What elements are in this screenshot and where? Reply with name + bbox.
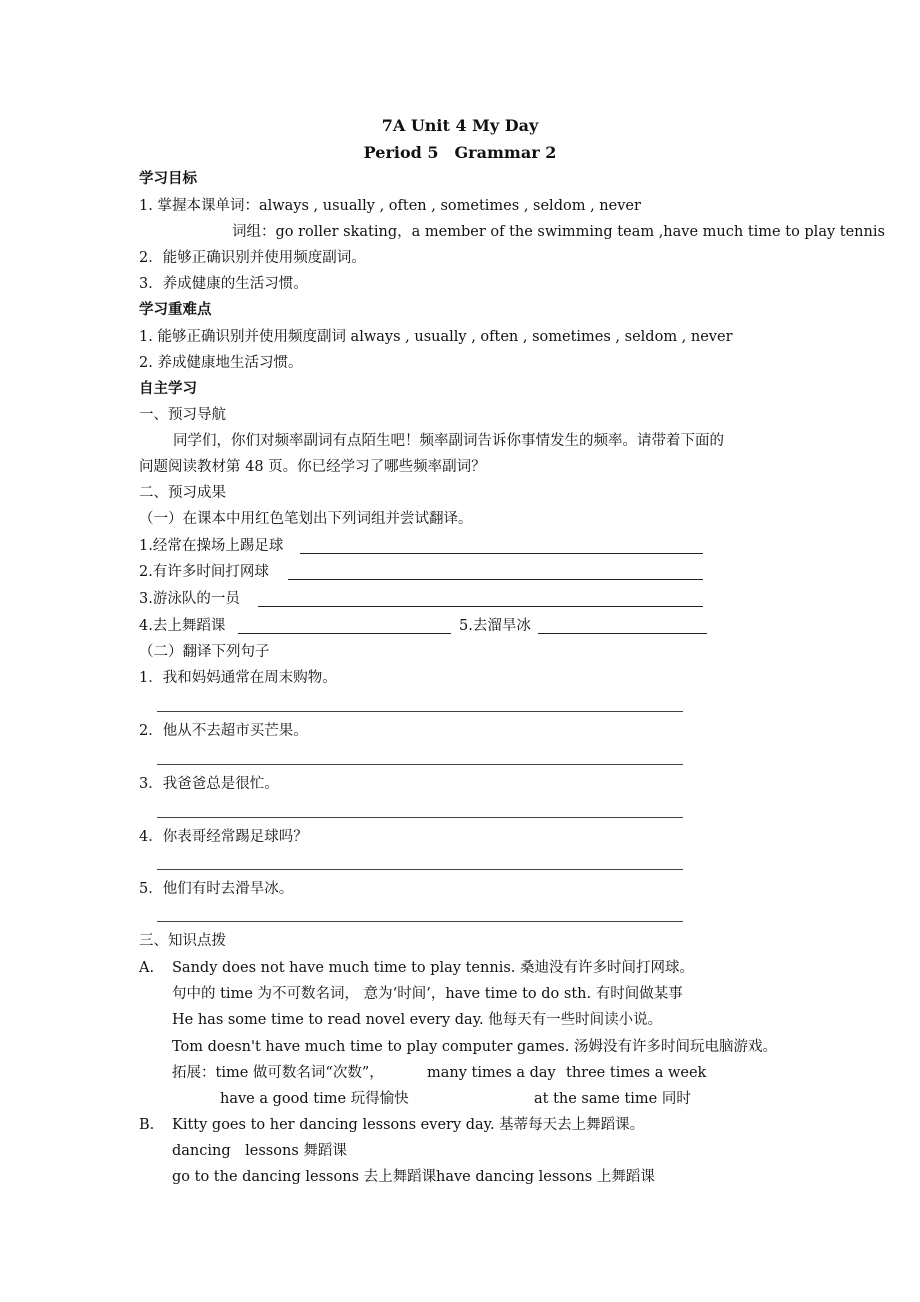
sentence-answer-line[interactable] <box>157 869 683 870</box>
point-a-line: Tom doesn't have much time to play computer games. 汤姆没有许多时间玩电脑游戏。 <box>172 1039 777 1055</box>
sentence-item: 1．我和妈妈通常在周末购物。 <box>139 670 337 686</box>
key-point-2: 2. 养成健康地生活习惯。 <box>139 355 303 371</box>
section-knowledge: 三、知识点拨 <box>139 933 226 949</box>
sentence-answer-line[interactable] <box>157 711 683 712</box>
subsection-phrases: （一）在课本中用红色笔划出下列词组并尝试翻译。 <box>139 511 473 527</box>
point-b-label: B. <box>139 1117 155 1133</box>
guide-paragraph-line-2: 问题阅读教材第 48 页。你已经学习了哪些频率副词？ <box>139 459 486 475</box>
phrase-item: 4.去上舞蹈课 <box>139 618 226 634</box>
sentence-answer-line[interactable] <box>157 817 683 818</box>
section-preview-results: 二、预习成果 <box>139 485 226 501</box>
sentence-item: 2．他从不去超市买芒果。 <box>139 723 308 739</box>
phrase-answer-blank[interactable] <box>238 633 451 634</box>
phrase-item: 3.游泳队的一员 <box>139 591 240 607</box>
phrase-answer-blank[interactable] <box>538 633 707 634</box>
sentence-item: 5．他们有时去滑旱冰。 <box>139 881 294 897</box>
extension-example: many times a day <box>427 1065 556 1081</box>
extension-example: have a good time 玩得愉快 <box>220 1091 409 1107</box>
phrase-item: 1.经常在操场上踢足球 <box>139 538 284 554</box>
phrase-item: 2.有许多时间打网球 <box>139 564 269 580</box>
phrase-item: 5.去溜旱冰 <box>459 618 531 634</box>
point-a-line: He has some time to read novel every day. 他每天有一些时间读小说。 <box>172 1012 663 1028</box>
objective-item-1-phrases: 词组：go roller skating，a member of the swimming team ,have much time to play tennis <box>232 224 885 240</box>
self-study-heading: 自主学习 <box>139 381 197 397</box>
point-a-line: 句中的 time 为不可数名词， 意为‘时间’，have time to do sth. 有时间做某事 <box>172 986 683 1002</box>
subsection-sentences: （二）翻译下列句子 <box>139 644 270 660</box>
sentence-answer-line[interactable] <box>157 921 683 922</box>
extension-example: at the same time 同时 <box>534 1091 691 1107</box>
key-points-heading: 学习重难点 <box>139 302 212 318</box>
extension-example: three times a week <box>566 1065 707 1081</box>
phrase-answer-blank[interactable] <box>300 553 703 554</box>
sentence-item: 4．你表哥经常踢足球吗？ <box>139 829 308 845</box>
point-a-label: A. <box>139 960 155 976</box>
page-subtitle: Period 5 Grammar 2 <box>363 143 557 162</box>
objective-item-3: 3．养成健康的生活习惯。 <box>139 276 308 292</box>
page-title: 7A Unit 4 My Day <box>381 116 539 135</box>
point-b-line: go to the dancing lessons 去上舞蹈课 <box>172 1169 437 1185</box>
point-b-line: dancing lessons 舞蹈课 <box>172 1143 347 1159</box>
extension-label: 拓展：time 做可数名词“次数”， <box>172 1065 384 1081</box>
point-b-line: have dancing lessons 上舞蹈课 <box>436 1169 655 1185</box>
objective-item-2: 2．能够正确识别并使用频度副词。 <box>139 250 366 266</box>
guide-paragraph-line-1: 同学们，你们对频率副词有点陌生吧！频率副词告诉你事情发生的频率。请带着下面的 <box>173 433 724 449</box>
key-point-1: 1. 能够正确识别并使用频度副词 always , usually , often , sometimes , seldom , never <box>139 329 733 345</box>
point-b-line: Kitty goes to her dancing lessons every day. 基蒂每天去上舞蹈课。 <box>172 1117 645 1133</box>
phrase-answer-blank[interactable] <box>288 579 703 580</box>
phrase-answer-blank[interactable] <box>258 606 703 607</box>
sentence-item: 3．我爸爸总是很忙。 <box>139 776 279 792</box>
section-preview-guide: 一、预习导航 <box>139 407 226 423</box>
sentence-answer-line[interactable] <box>157 764 683 765</box>
objective-item-1: 1. 掌握本课单词：always , usually , often , sometimes , seldom , never <box>139 198 641 214</box>
objectives-heading: 学习目标 <box>139 171 197 187</box>
point-a-line: Sandy does not have much time to play tennis. 桑迪没有许多时间打网球。 <box>172 960 694 976</box>
